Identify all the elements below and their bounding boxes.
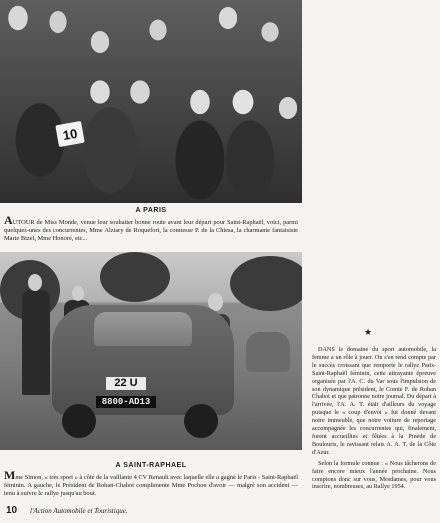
tree <box>100 252 170 302</box>
caption-title-saint-raphael: A SAINT-RAPHAEL <box>115 462 187 469</box>
car-wheel <box>62 404 96 438</box>
car-wheel <box>184 404 218 438</box>
publication-name: l'Action Automobile et Touristique. <box>30 507 128 515</box>
man-figure <box>22 290 50 395</box>
article-paragraph: Selon la formule connue : « Nous tâcherons de faire encore mieux l'année prochaine. Nous comptons donc sur vous, Mesdames, pour vous inscrire, nombreuses, au Rallye 1954. <box>312 459 436 491</box>
caption-title-paris: A PARIS <box>135 207 167 214</box>
caption-saint-raphael: Mme Simon, « très sport » à côté de la vaillante 4 CV Renault avec laquelle elle a gagné le Paris - Saint-Raphaël féminin. A gauche, le Président de Rohan-Chabot complimente Mme Pochon d'avoir — malgré son accident — tenu à suivre le rallye jusqu'au bout. <box>4 468 298 497</box>
background-car <box>246 332 290 372</box>
number-sign: 10 <box>55 121 84 147</box>
rally-plate: 22 U <box>106 377 146 390</box>
star-icon: ★ <box>364 327 373 337</box>
man-head <box>28 274 42 291</box>
caption-paris: AUTOUR de Miss Monde, venue leur souhaiter bonne route avant leur départ pour Saint-Raphaël, voici, parmi quelques-unes des concurrentes, Mme Alziary de Roquefort, la comtesse P. de la Chiesa, la charmante fantaisiste Marie Bizet, Mme Honoré, etc... <box>4 213 298 242</box>
page-number: 10 <box>6 505 18 516</box>
article-paragraph: DANS le domaine du sport automobile, la femme a un rôle à jouer. On s'en rend compte par le succès croissant que remporte le rallye Paris-Saint-Raphaël féminin, cette attrayante épreuve organisée par l'A. C. du Var sous l'impulsion de son dynamique président, le Comte F. de Rohan Chabot et que patronne notre journal. Du départ à l'arrivée, l'A. A. T. était d'ailleurs du voyage puisque le « coup d'envoi » fut donné devant notre immeuble, que notre voiture de reportage accompagnée les concurrentes qui, finalement, furent accueillies et fêtées à la Pinède de Boulouris, le ravissant relais A. A. T. de la Côte d'Azur. <box>312 346 436 456</box>
car-windshield <box>94 312 192 346</box>
photo-paris <box>0 0 302 203</box>
woman-left-head <box>72 286 84 301</box>
tree <box>230 256 302 311</box>
license-plate: 8800-AD13 <box>96 396 156 408</box>
page-footer <box>0 505 440 519</box>
article-column <box>312 346 436 494</box>
